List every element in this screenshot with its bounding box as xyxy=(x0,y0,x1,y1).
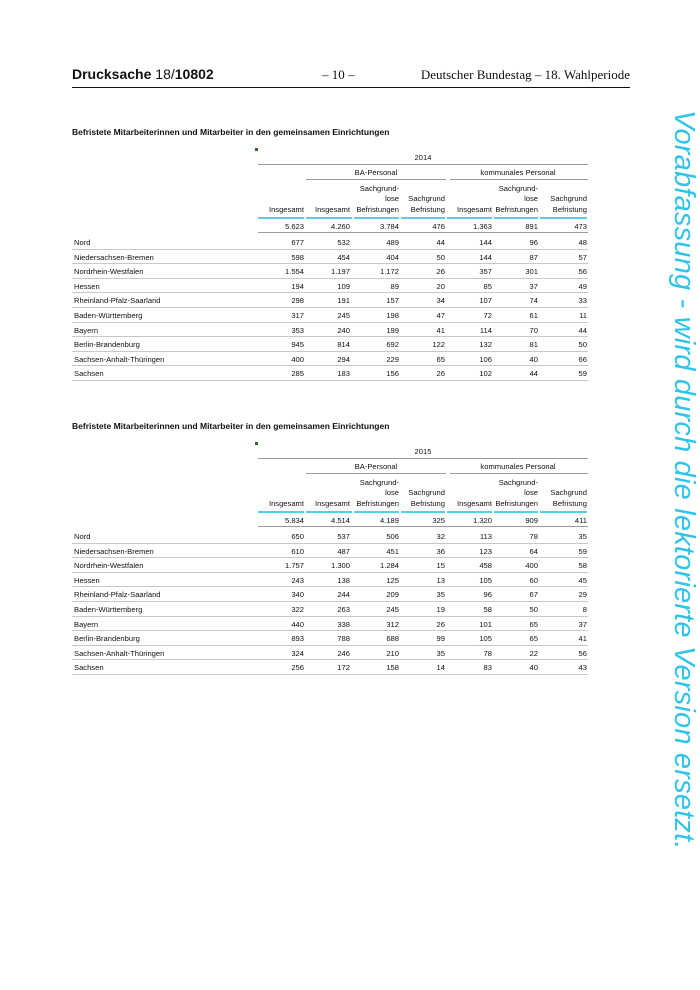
table-cell: 50 xyxy=(578,340,587,350)
total-cell: 411 xyxy=(574,516,587,525)
data-table xyxy=(72,235,588,381)
table-cell: 156 xyxy=(386,369,399,379)
total-cell: 473 xyxy=(574,222,587,231)
table-row xyxy=(72,250,588,265)
table-cell: 58 xyxy=(578,561,587,571)
table-cell: 814 xyxy=(337,340,350,350)
table-cell: 105 xyxy=(479,575,492,585)
table-row xyxy=(72,235,588,250)
table-title: Befristete Mitarbeiterinnen und Mitarbeiter in den gemeinsamen Einrichtungen xyxy=(72,127,390,137)
table-cell: 256 xyxy=(291,663,304,673)
table-cell: 102 xyxy=(479,369,492,379)
table-cell: 650 xyxy=(291,532,304,541)
table-row xyxy=(72,308,588,323)
table-cell: 20 xyxy=(436,281,445,291)
table-cell: 301 xyxy=(525,267,538,277)
column-header-line: Sachgrund xyxy=(408,488,445,497)
total-cell: 4.189 xyxy=(379,516,399,525)
table-cell: 1.284 xyxy=(379,561,399,571)
region-label: Bayern xyxy=(74,325,99,335)
table-header xyxy=(72,151,588,231)
table-cell: 56 xyxy=(578,648,587,658)
table-cell: 14 xyxy=(436,663,445,673)
region-label: Bayern xyxy=(74,619,99,629)
table-row xyxy=(72,617,588,632)
column-header-line: Befristungen xyxy=(495,204,538,214)
column-header-line: Befristungen xyxy=(356,204,399,214)
table-cell: 64 xyxy=(529,546,538,556)
table-header xyxy=(72,445,588,525)
table-cell: 144 xyxy=(479,252,492,262)
table-cell: 83 xyxy=(483,663,492,673)
table-cell: 99 xyxy=(436,634,445,644)
table-cell: 65 xyxy=(529,634,538,644)
table-cell: 32 xyxy=(436,532,445,541)
total-cell: 1.320 xyxy=(472,516,492,525)
total-cell: 4.260 xyxy=(330,222,350,231)
region-label: Niedersachsen-Bremen xyxy=(74,546,154,556)
table-row xyxy=(72,544,588,559)
table-cell: 60 xyxy=(529,575,538,585)
table-cell: 13 xyxy=(436,575,445,585)
header-rule xyxy=(258,458,588,459)
table-row xyxy=(72,646,588,661)
region-label: Niedersachsen-Bremen xyxy=(74,252,154,262)
table-cell: 157 xyxy=(386,296,399,306)
table-cell: 101 xyxy=(479,619,492,629)
table-cell: 44 xyxy=(578,325,587,335)
table-cell: 40 xyxy=(529,663,538,673)
table-cell: 487 xyxy=(337,546,350,556)
header-rule xyxy=(258,164,588,165)
table-cell: 45 xyxy=(578,575,587,585)
table-cell: 65 xyxy=(436,354,445,364)
table-row xyxy=(72,264,588,279)
draft-watermark: Vorabfassung - wird durch die lektorierte Version ersetzt. xyxy=(668,110,700,850)
table-cell: 26 xyxy=(436,369,445,379)
table-section-2014 xyxy=(72,127,592,379)
region-label: Sachsen xyxy=(74,663,104,673)
table-cell: 458 xyxy=(479,561,492,571)
table-row xyxy=(72,631,588,646)
total-cell: 476 xyxy=(432,222,445,231)
table-section-2015 xyxy=(72,421,592,673)
parliament-period: Deutscher Bundestag – 18. Wahlperiode xyxy=(420,67,630,82)
column-header-line: Sachgrund- xyxy=(498,183,538,193)
table-cell: 123 xyxy=(479,546,492,556)
table-cell: 688 xyxy=(386,634,399,644)
total-row xyxy=(258,513,588,527)
table-cell: 158 xyxy=(386,663,399,673)
region-label: Nordrhein-Westfalen xyxy=(74,561,144,571)
table-cell: 245 xyxy=(386,604,399,614)
table-cell: 1.300 xyxy=(330,561,350,571)
table-row xyxy=(72,660,588,675)
column-header-line: Insgesamt xyxy=(268,204,304,214)
table-cell: 26 xyxy=(436,267,445,277)
table-cell: 50 xyxy=(529,604,538,614)
total-cell: 909 xyxy=(525,516,538,525)
table-cell: 692 xyxy=(386,340,399,350)
header-rule xyxy=(306,179,446,180)
table-row xyxy=(72,587,588,602)
table-cell: 317 xyxy=(291,310,304,320)
table-cell: 35 xyxy=(578,532,587,541)
total-row xyxy=(258,219,588,233)
table-cell: 138 xyxy=(337,575,350,585)
total-cell: 4.514 xyxy=(330,516,350,525)
table-cell: 244 xyxy=(337,590,350,600)
header-rule xyxy=(306,473,446,474)
table-cell: 48 xyxy=(578,238,587,247)
table-cell: 298 xyxy=(291,296,304,306)
table-cell: 49 xyxy=(578,281,587,291)
column-header-line: lose xyxy=(385,194,399,203)
table-cell: 451 xyxy=(386,546,399,556)
table-cell: 454 xyxy=(337,252,350,262)
table-cell: 532 xyxy=(337,238,350,247)
table-cell: 40 xyxy=(529,354,538,364)
table-cell: 36 xyxy=(436,546,445,556)
table-cell: 198 xyxy=(386,310,399,320)
column-header-line: Befristungen xyxy=(356,498,399,508)
table-cell: 183 xyxy=(337,369,350,379)
table-cell: 506 xyxy=(386,532,399,541)
table-cell: 243 xyxy=(291,575,304,585)
column-header-line: Sachgrund- xyxy=(359,477,399,487)
table-cell: 87 xyxy=(529,252,538,262)
table-cell: 35 xyxy=(436,648,445,658)
column-header-line: Sachgrund- xyxy=(498,477,538,487)
table-cell: 56 xyxy=(578,267,587,277)
table-cell: 357 xyxy=(479,267,492,277)
table-cell: 788 xyxy=(337,634,350,644)
table-cell: 893 xyxy=(291,634,304,644)
table-cell: 15 xyxy=(436,561,445,571)
total-cell: 3.784 xyxy=(379,222,399,231)
table-cell: 400 xyxy=(525,561,538,571)
table-cell: 1.197 xyxy=(330,267,350,277)
table-cell: 26 xyxy=(436,619,445,629)
column-header-line: lose xyxy=(385,488,399,497)
table-row xyxy=(72,529,588,544)
document-id: 10802 xyxy=(174,66,214,82)
table-cell: 89 xyxy=(390,281,399,291)
table-cell: 194 xyxy=(291,281,304,291)
table-cell: 537 xyxy=(337,532,350,541)
table-row xyxy=(72,352,588,367)
region-label: Hessen xyxy=(74,281,100,291)
table-cell: 37 xyxy=(529,281,538,291)
region-label: Sachsen xyxy=(74,369,104,379)
table-cell: 29 xyxy=(578,590,587,600)
column-header-line: Sachgrund xyxy=(550,194,587,203)
page-number: – 10 – xyxy=(322,67,355,82)
total-cell: 5.623 xyxy=(284,222,304,231)
column-header-line: Insgesamt xyxy=(314,498,350,508)
table-cell: 240 xyxy=(337,325,350,335)
total-cell: 891 xyxy=(525,222,538,231)
region-label: Sachsen-Anhalt-Thüringen xyxy=(74,648,165,658)
column-header-line: lose xyxy=(524,488,538,497)
table-cell: 65 xyxy=(529,619,538,629)
table-cell: 61 xyxy=(529,310,538,320)
table-cell: 78 xyxy=(529,532,538,541)
column-header-line: Insgesamt xyxy=(456,498,492,508)
region-label: Nord xyxy=(74,238,91,247)
table-row xyxy=(72,279,588,294)
table-row xyxy=(72,337,588,352)
column-header-line: Sachgrund- xyxy=(359,183,399,193)
document-prefix: Drucksache xyxy=(72,66,152,82)
table-cell: 199 xyxy=(386,325,399,335)
table-cell: 353 xyxy=(291,325,304,335)
table-cell: 59 xyxy=(578,546,587,556)
col-kom-sachgrundlos xyxy=(482,478,538,510)
table-cell: 59 xyxy=(578,369,587,379)
column-header-line: Insgesamt xyxy=(456,204,492,214)
table-cell: 1.172 xyxy=(379,267,399,277)
table-cell: 50 xyxy=(436,252,445,262)
table-cell: 96 xyxy=(529,238,538,247)
table-cell: 312 xyxy=(386,619,399,629)
table-cell: 22 xyxy=(529,648,538,658)
region-label: Baden-Württemberg xyxy=(74,604,143,614)
table-cell: 285 xyxy=(291,369,304,379)
col-ba-insgesamt xyxy=(294,499,350,510)
table-cell: 106 xyxy=(479,354,492,364)
table-cell: 72 xyxy=(483,310,492,320)
total-cell: 5.834 xyxy=(284,516,304,525)
column-header-line: Befristungen xyxy=(495,498,538,508)
table-cell: 78 xyxy=(483,648,492,658)
region-label: Berlin-Brandenburg xyxy=(74,340,140,350)
table-cell: 294 xyxy=(337,354,350,364)
region-label: Sachsen-Anhalt-Thüringen xyxy=(74,354,165,364)
table-cell: 322 xyxy=(291,604,304,614)
col-kom-sachgrundlos xyxy=(482,184,538,216)
table-row xyxy=(72,558,588,573)
total-cell: 325 xyxy=(432,516,445,525)
table-cell: 209 xyxy=(386,590,399,600)
data-table xyxy=(72,529,588,675)
col-kom-sachgrund xyxy=(531,488,587,509)
document-period: 18/ xyxy=(155,66,175,82)
table-row xyxy=(72,323,588,338)
table-row xyxy=(72,366,588,381)
kommunales-personal-group: kommunales Personal xyxy=(480,462,556,471)
table-cell: 144 xyxy=(479,238,492,247)
column-header-line: Sachgrund xyxy=(550,488,587,497)
table-cell: 57 xyxy=(578,252,587,262)
column-header-line: Sachgrund xyxy=(408,194,445,203)
table-cell: 610 xyxy=(291,546,304,556)
table-cell: 35 xyxy=(436,590,445,600)
table-cell: 19 xyxy=(436,604,445,614)
table-cell: 114 xyxy=(479,325,492,335)
column-header-line: Insgesamt xyxy=(268,498,304,508)
table-cell: 107 xyxy=(479,296,492,306)
table-cell: 66 xyxy=(578,354,587,364)
table-cell: 47 xyxy=(436,310,445,320)
table-cell: 74 xyxy=(529,296,538,306)
table-cell: 229 xyxy=(386,354,399,364)
table-cell: 58 xyxy=(483,604,492,614)
total-cell: 1.363 xyxy=(472,222,492,231)
table-cell: 122 xyxy=(432,340,445,350)
table-cell: 67 xyxy=(529,590,538,600)
table-cell: 44 xyxy=(529,369,538,379)
year-label: 2014 xyxy=(414,153,432,162)
table-cell: 210 xyxy=(386,648,399,658)
column-header-line: lose xyxy=(524,194,538,203)
table-cell: 85 xyxy=(483,281,492,291)
table-cell: 340 xyxy=(291,590,304,600)
header-rule xyxy=(450,179,588,180)
table-cell: 1.757 xyxy=(284,561,304,571)
region-label: Nordrhein-Westfalen xyxy=(74,267,144,277)
col-kom-sachgrund xyxy=(531,194,587,215)
table-cell: 945 xyxy=(291,340,304,350)
region-label: Nord xyxy=(74,532,91,541)
table-cell: 263 xyxy=(337,604,350,614)
table-cell: 246 xyxy=(337,648,350,658)
table-cell: 404 xyxy=(386,252,399,262)
region-label: Rheinland-Pfalz-Saarland xyxy=(74,590,161,600)
table-title: Befristete Mitarbeiterinnen und Mitarbeiter in den gemeinsamen Einrichtungen xyxy=(72,421,390,431)
kommunales-personal-group: kommunales Personal xyxy=(480,168,556,177)
table-row xyxy=(72,573,588,588)
column-header-line: Befristung xyxy=(410,498,445,508)
table-cell: 70 xyxy=(529,325,538,335)
table-cell: 1.554 xyxy=(284,267,304,277)
table-cell: 41 xyxy=(578,634,587,644)
table-cell: 324 xyxy=(291,648,304,658)
table-row xyxy=(72,602,588,617)
table-cell: 34 xyxy=(436,296,445,306)
header-rule xyxy=(450,473,588,474)
table-cell: 8 xyxy=(582,604,587,614)
table-cell: 400 xyxy=(291,354,304,364)
table-cell: 37 xyxy=(578,619,587,629)
region-label: Rheinland-Pfalz-Saarland xyxy=(74,296,161,306)
region-label: Hessen xyxy=(74,575,100,585)
table-cell: 41 xyxy=(436,325,445,335)
column-header-line: Befristung xyxy=(552,498,587,508)
table-cell: 11 xyxy=(579,310,587,320)
ba-personal-group: BA-Personal xyxy=(354,462,398,471)
table-cell: 677 xyxy=(291,238,304,247)
table-cell: 96 xyxy=(483,590,492,600)
table-cell: 489 xyxy=(386,238,399,247)
col-ba-insgesamt xyxy=(294,205,350,216)
table-cell: 33 xyxy=(578,296,587,306)
document-number xyxy=(72,66,214,82)
table-row xyxy=(72,293,588,308)
table-cell: 125 xyxy=(386,575,399,585)
table-cell: 191 xyxy=(337,296,350,306)
table-cell: 338 xyxy=(337,619,350,629)
year-label: 2015 xyxy=(414,447,432,456)
column-header-line: Befristung xyxy=(410,204,445,214)
table-cell: 105 xyxy=(479,634,492,644)
table-cell: 132 xyxy=(479,340,492,350)
table-cell: 440 xyxy=(291,619,304,629)
table-cell: 109 xyxy=(337,281,350,291)
table-cell: 43 xyxy=(578,663,587,673)
table-cell: 81 xyxy=(529,340,538,350)
page-header xyxy=(72,66,630,88)
table-cell: 172 xyxy=(337,663,350,673)
ba-personal-group: BA-Personal xyxy=(354,168,398,177)
table-cell: 44 xyxy=(436,238,445,247)
table-cell: 598 xyxy=(291,252,304,262)
column-header-line: Befristung xyxy=(552,204,587,214)
region-label: Berlin-Brandenburg xyxy=(74,634,140,644)
table-cell: 113 xyxy=(479,532,492,541)
table-cell: 245 xyxy=(337,310,350,320)
column-header-line: Insgesamt xyxy=(314,204,350,214)
region-label: Baden-Württemberg xyxy=(74,310,143,320)
